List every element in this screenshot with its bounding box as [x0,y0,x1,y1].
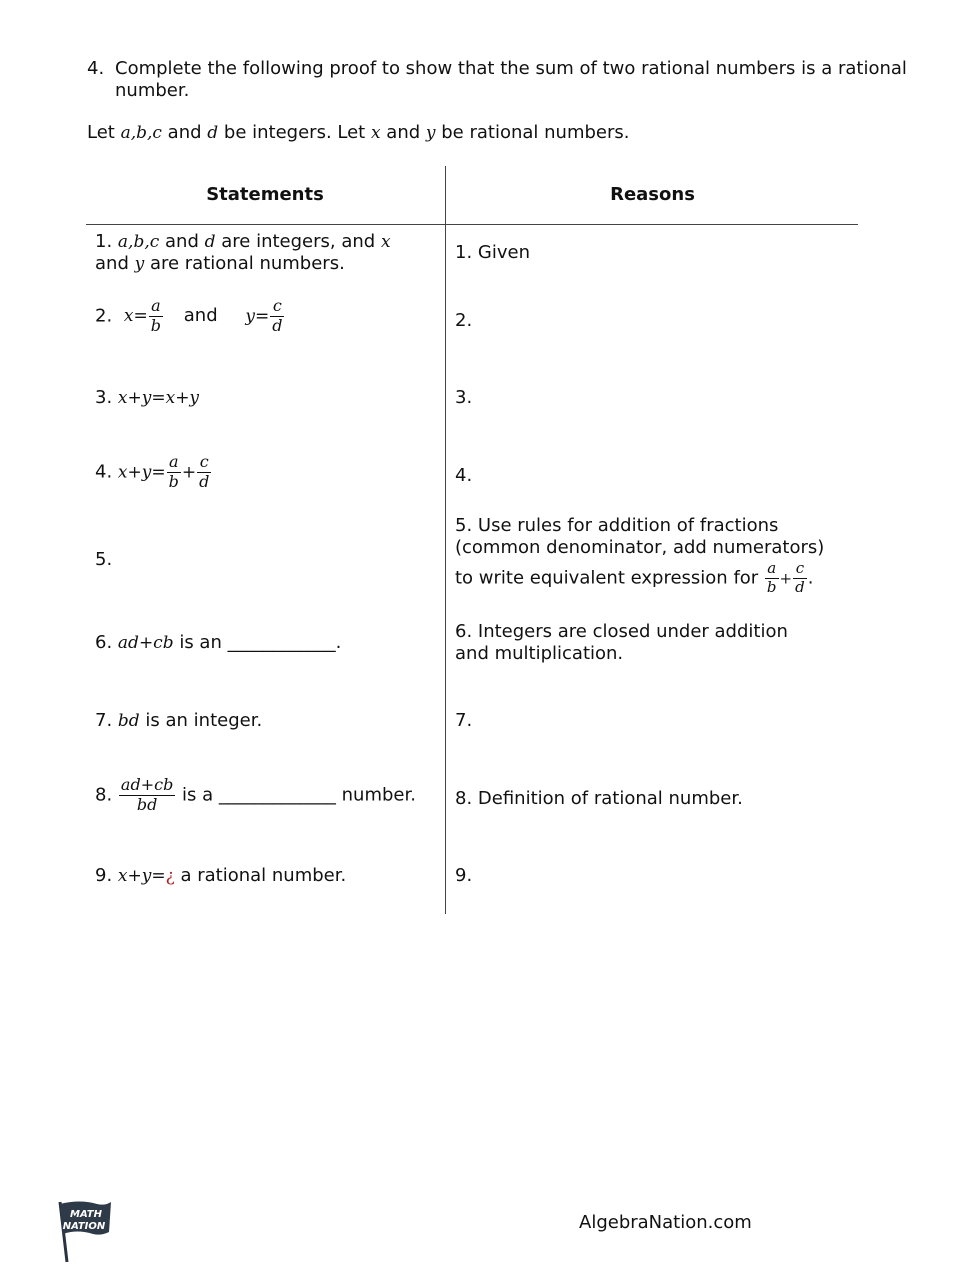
statement-number: 4. [95,461,113,483]
fraction-a-over-b [149,298,163,335]
fraction-a-over-b [765,561,779,596]
fraction-c-over-d [270,298,284,335]
statement-number: 2. [95,305,113,327]
reason-text: to write equivalent expression for [455,567,759,589]
intro-and-2: and [386,122,421,143]
fraction-denominator: d [199,471,210,491]
fraction-c-over-d [197,454,211,491]
intro-integers: be integers. Let [223,122,366,143]
statement-text: are rational numbers. [149,253,345,274]
math-expr: y= [245,306,270,327]
fraction-denominator: b [766,577,777,596]
math-operator: + [779,569,793,588]
statement-number: 7. [95,710,113,731]
reason-text: (common denominator, add numerators) [455,537,825,558]
statement-number: 9. [95,865,113,886]
fraction-numerator: a [765,561,779,579]
math-expr: x+y= [117,866,166,886]
statement-text: is an integer. [145,710,263,731]
statement-number: 6. [95,632,113,653]
fraction-numerator: c [270,298,284,317]
footer-site: AlgebraNation.com [579,1212,752,1233]
statement-9 [95,865,440,887]
fraction-denominator: b [150,315,162,335]
question-4 [87,58,907,102]
fraction-denominator: bd [136,794,158,814]
statement-text: is a _____________ number. [182,784,416,806]
math-vars: a,b,c [117,232,160,252]
math-expr: x+y= [117,462,166,483]
fraction-adcb-over-bd [119,777,175,814]
header-statements: Statements [206,184,324,205]
statement-3 [95,387,440,409]
reason-8: 8. Definition of rational number. [455,788,743,809]
table-header-divider [86,224,858,225]
math-expr: bd [117,711,140,731]
header-reasons: Reasons [610,184,695,205]
statement-1 [95,231,440,275]
statement-text: and [95,253,129,274]
statement-text: is an ____________. [179,632,342,653]
reason-4: 4. [455,465,473,486]
statement-number: 1. [95,231,113,252]
fraction-denominator: b [168,471,179,491]
intro-var-y: y [425,123,436,143]
fraction-c-over-d [793,561,807,596]
intro-line [87,122,630,143]
math-expr: x= [123,306,148,327]
statement-text: and [183,305,218,327]
reason-3: 3. [455,387,473,408]
statement-8 [95,777,440,814]
statement-4 [95,454,440,491]
reason-text: 6. Integers are closed under addition [455,621,788,642]
intro-let: Let [87,122,115,143]
intro-and: and [167,122,202,143]
statement-2 [95,298,440,335]
reason-9: 9. [455,865,473,886]
reason-text: and multiplication. [455,643,624,664]
question-text: Complete the following proof to show that the sum of two rational numbers is a rational number. [115,58,907,101]
intro-rational: be rational numbers. [441,122,630,143]
math-var: d [204,232,216,252]
punctuation: . [807,567,814,589]
statement-number: 8. [95,784,113,806]
fraction-denominator: d [795,577,805,596]
reason-2: 2. [455,310,473,331]
math-operator: + [181,462,197,483]
reason-1: 1. Given [455,242,530,263]
fraction-denominator: d [272,315,283,335]
statement-number: 3. [95,387,113,408]
question-number: 4. [87,58,105,79]
fraction-numerator: ad+cb [120,775,174,794]
intro-var-d: d [207,123,219,143]
reason-line-with-fraction [455,561,855,596]
fraction-a-over-b [167,454,181,491]
statement-5: 5. [95,549,113,570]
reason-text: 5. Use rules for addition of fractions [455,515,779,536]
fraction-numerator: c [197,454,211,473]
math-var: y [134,254,145,274]
fraction-numerator: a [167,454,181,473]
math-var: x [380,232,391,252]
logo-text-math: MATH [70,1209,102,1220]
statement-7 [95,710,440,732]
logo-text-nation: NATION [62,1221,106,1232]
fraction-numerator: a [149,298,163,317]
flag-logo-icon [55,1198,115,1264]
fraction-numerator: c [793,561,807,579]
math-nation-logo [55,1198,115,1269]
math-expr: ad+cb [117,633,174,653]
statement-text: a rational number. [180,865,347,886]
intro-vars-abc: a,b,c [120,123,162,143]
math-expr: x+y=x+y [117,388,200,408]
table-vertical-divider [445,166,446,914]
reason-5 [455,515,855,596]
reason-6 [455,621,855,665]
intro-var-x: x [370,123,381,143]
statement-6 [95,632,440,654]
reason-7: 7. [455,710,473,731]
statement-text: are integers, and [221,231,376,252]
statement-text: and [165,231,199,252]
inverted-question-mark: ¿ [165,866,175,886]
